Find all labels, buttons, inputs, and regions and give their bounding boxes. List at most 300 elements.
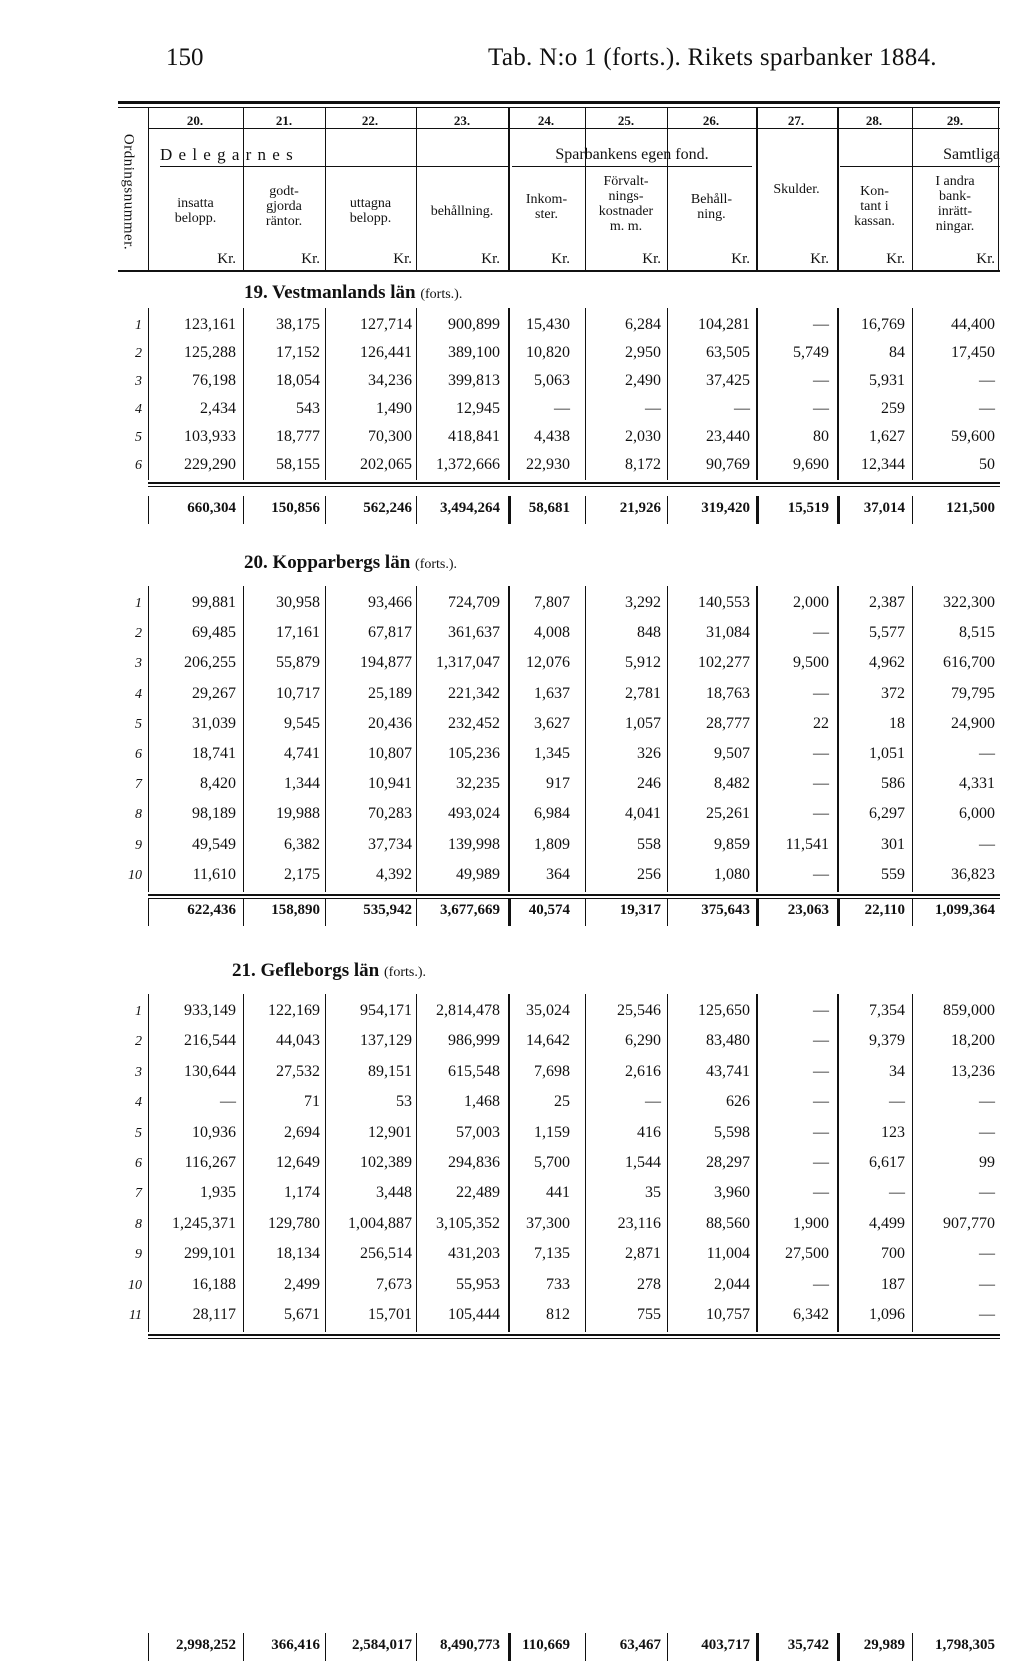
row-number: 3 [135,656,142,672]
table-cell: 17,450 [951,344,995,361]
column-number: 28. [865,113,883,128]
column-header-line: Kon- [860,184,889,199]
table-cell: 361,637 [448,624,500,642]
table-cell: — [813,684,829,702]
table-cell: 700 [881,1245,905,1263]
table-cell: 364 [546,865,570,883]
table-cell: 1,317,047 [436,654,500,672]
table-cell: — [813,1062,829,1080]
table-cell: 18,777 [276,428,320,445]
column-header-line: insatta [177,196,214,211]
table-cell: 127,714 [360,316,412,333]
column-header [668,192,755,222]
table-cell: 25,546 [617,1002,661,1019]
table-cell: — [220,1093,236,1111]
table-cell: — [813,745,829,762]
table-cell: 19,988 [276,805,320,823]
table-cell: 2,499 [284,1275,320,1293]
table-cell: 70,283 [368,805,412,823]
section-total: 319,420 [701,500,750,516]
column-header [838,184,911,229]
column-header-line: ster. [535,207,558,222]
row-number: 1 [135,1004,142,1019]
column-number: 22. [361,113,379,128]
column-rule [416,108,417,270]
column-header [326,196,415,226]
table-cell: 70,300 [368,428,412,445]
table-cell: 126,441 [360,344,412,361]
column-header [586,174,666,234]
section-total: 8,490,773 [440,1637,500,1653]
table-cell: 63,505 [706,344,750,361]
table-cell: — [645,400,661,417]
table-cell: 733 [546,1275,570,1293]
table-cell: 31,084 [706,624,750,642]
table-cell: — [813,1032,829,1050]
column-header-line: belopp. [349,211,392,226]
table-cell: 4,392 [376,865,412,883]
table-cell: 202,065 [360,456,412,473]
column-rule [508,108,510,270]
table-cell: 35,024 [526,1002,570,1019]
column-header-line: räntor. [265,214,303,229]
group-header-delegarnes: D e l e g a r n e s [160,145,294,164]
table-cell: 28,117 [192,1306,236,1323]
table-cell: — [979,400,995,417]
table-cell: 3,448 [376,1184,412,1202]
table-cell: 59,600 [951,428,995,445]
column-number: 21. [275,113,293,128]
table-cell: 1,935 [200,1184,236,1202]
section-total: 1,798,305 [935,1637,995,1653]
row-number: 1 [135,318,142,333]
table-cell: 3,627 [534,714,570,732]
table-cell: 6,284 [625,316,661,333]
table-cell: 246 [637,775,661,793]
row-number: 10 [128,1277,142,1293]
table-cell: 98,189 [192,805,236,823]
column-header-line: uttagna [349,196,392,211]
currency-unit: Kr. [393,251,412,267]
column-number: 27. [787,113,805,128]
table-cell: 4,962 [869,654,905,672]
table-cell: 7,354 [869,1002,905,1019]
table-cell: 2,871 [625,1245,661,1263]
table-cell: 10,757 [706,1306,750,1323]
rule [840,166,1000,167]
table-cell: 25 [554,1093,570,1111]
table-cell: 18,741 [192,745,236,762]
section-total: 2,998,252 [176,1637,236,1653]
row-number: 8 [135,807,142,823]
table-cell: 558 [637,835,661,853]
table-cell: 8,515 [959,624,995,642]
table-cell: 37,425 [706,372,750,389]
currency-unit: Kr. [976,251,995,267]
table-cell: 13,236 [951,1062,995,1080]
table-cell: 954,171 [360,1002,412,1019]
table-cell: 129,780 [268,1214,320,1232]
table-cell: 9,500 [793,654,829,672]
table-cell: 18 [889,714,905,732]
column-header-line: belopp. [174,211,217,226]
row-number: 5 [135,430,142,445]
table-cell: 6,617 [869,1154,905,1171]
table-cell: 1,245,371 [172,1214,236,1232]
column-rule [325,108,326,270]
table-cell: 14,642 [526,1032,570,1050]
table-cell: 6,342 [793,1306,829,1323]
table-cell: 11,004 [706,1245,750,1263]
table-cell: 105,236 [448,745,500,762]
table-cell: 18,763 [706,684,750,702]
section-total: 1,099,364 [935,902,995,918]
table-cell: 2,175 [284,865,320,883]
table-cell: 4,041 [625,805,661,823]
table-cell: 933,149 [184,1002,236,1019]
table-cell: 12,901 [368,1123,412,1141]
table-cell: — [979,835,995,853]
section-total: 150,856 [271,500,320,516]
table-cell: 812 [546,1306,570,1323]
table-cell: 125,288 [184,344,236,361]
table-cell: 232,452 [448,714,500,732]
table-cell: 907,770 [943,1214,995,1232]
table-cell: 216,544 [184,1032,236,1050]
row-number: 1 [135,596,142,611]
table-cell: — [889,1093,905,1111]
column-header-line: tant i [860,199,889,214]
table-cell: — [813,400,829,417]
table-cell: 2,616 [625,1062,661,1080]
column-header-line: nings- [608,189,644,204]
section-total: 15,519 [787,500,829,516]
section-total: 622,436 [187,902,236,918]
table-cell: 372 [881,684,905,702]
section-title-suffix: (forts.). [420,287,463,302]
table-cell: 58,155 [276,456,320,473]
row-number: 7 [135,1186,142,1202]
currency-unit: Kr. [810,251,829,267]
table-cell: — [813,865,829,883]
column-header-line: Skulder. [773,182,820,197]
table-cell: 5,931 [869,372,905,389]
column-header-line: bank- [939,189,971,204]
column-header-line: Behåll- [690,192,733,207]
table-cell: 37,300 [526,1214,570,1232]
table-cell: 7,698 [534,1062,570,1080]
table-cell: — [813,372,829,389]
column-number: 23. [453,113,471,128]
table-cell: 194,877 [360,654,412,672]
table-cell: 1,080 [714,865,750,883]
table-cell: 31,039 [192,714,236,732]
table-cell: 6,297 [869,805,905,823]
table-cell: 103,933 [184,428,236,445]
column-number: 26. [702,113,720,128]
table-cell: 122,169 [268,1002,320,1019]
column-number: 29. [946,113,964,128]
section-total: 110,669 [522,1637,570,1653]
section-title-text: 20. Kopparbergs län [244,552,416,573]
table-cell: 105,444 [448,1306,500,1323]
row-number: 9 [135,837,142,853]
table-cell: 2,434 [200,400,236,417]
table-cell: 18,200 [951,1032,995,1050]
section-total: 19,317 [619,902,661,918]
table-cell: 99 [979,1154,995,1171]
table-cell: 139,998 [448,835,500,853]
section-total: 3,677,669 [440,902,500,918]
table-cell: 125,650 [698,1002,750,1019]
table-cell: 4,741 [284,745,320,762]
row-number: 11 [129,1308,142,1323]
row-number: 10 [128,867,142,883]
table-cell: 123,161 [184,316,236,333]
table-cell: — [979,745,995,762]
table-cell: 2,694 [284,1123,320,1141]
table-cell: 8,482 [714,775,750,793]
table-cell: 1,372,666 [436,456,500,473]
table-cell: 20,436 [368,714,412,732]
row-number: 6 [135,458,142,473]
page-number: 150 [166,44,204,71]
table-cell: 1,900 [793,1214,829,1232]
group-header-samtliga: Samtliga [943,146,1000,163]
table-cell: 25,261 [706,805,750,823]
table-cell: 206,255 [184,654,236,672]
column-header [509,192,584,222]
table-cell: — [813,1154,829,1171]
section-total: 58,681 [528,500,570,516]
section-title-suffix: (forts.). [415,557,458,572]
table-cell: 7,673 [376,1275,412,1293]
table-cell: 9,690 [793,456,829,473]
section-total: 158,890 [271,902,320,918]
table-cell: 5,671 [284,1306,320,1323]
table-cell: 259 [881,400,905,417]
table-cell: 90,769 [706,456,750,473]
table-cell: 29,267 [192,684,236,702]
table-cell: 83,480 [706,1032,750,1050]
table-cell: 399,813 [448,372,500,389]
table-cell: 626 [726,1093,750,1111]
rule [148,486,1000,487]
table-cell: 15,430 [526,316,570,333]
table-cell: 1,637 [534,684,570,702]
table-cell: 1,345 [534,745,570,762]
table-cell: 17,152 [276,344,320,361]
row-number: 2 [135,346,142,361]
rule [160,166,508,167]
table-cell: 615,548 [448,1062,500,1080]
column-rule [148,108,149,270]
column-header-line: ning. [697,207,726,222]
table-cell: 137,129 [360,1032,412,1050]
table-cell: 104,281 [698,316,750,333]
row-number: 6 [135,747,142,762]
table-cell: — [813,1123,829,1141]
section-title [232,960,426,982]
table-cell: 3,960 [714,1184,750,1202]
rule [148,482,1000,484]
rule [148,128,1000,129]
table-cell: 586 [881,775,905,793]
currency-unit: Kr. [301,251,320,267]
table-cell: 71 [304,1093,320,1111]
table-cell: 10,941 [368,775,412,793]
table-cell: — [734,400,750,417]
table-cell: 301 [881,835,905,853]
table-cell: 18,134 [276,1245,320,1263]
column-number: 20. [186,113,204,128]
section-total: 535,942 [363,902,412,918]
ordinal-label-text: Ordningsnummer. [120,133,137,251]
table-cell: 8,172 [625,456,661,473]
column-number: 24. [537,113,555,128]
table-cell: 84 [889,344,905,361]
table-cell: — [979,1184,995,1202]
table-cell: 1,344 [284,775,320,793]
currency-unit: Kr. [217,251,236,267]
table-cell: 10,717 [276,684,320,702]
table-cell: 1,174 [284,1184,320,1202]
column-header-line: Förvalt- [603,174,649,189]
table-cell: 2,387 [869,594,905,611]
table-cell: 294,836 [448,1154,500,1171]
table-cell: 89,151 [368,1062,412,1080]
table-cell: 6,290 [625,1032,661,1050]
table-cell: 12,344 [861,456,905,473]
table-cell: 44,400 [951,316,995,333]
column-header [149,196,242,226]
table-cell: 27,500 [785,1245,829,1263]
rule [118,270,1000,272]
table-cell: 1,544 [625,1154,661,1171]
table-cell: — [813,1093,829,1111]
table-cell: 986,999 [448,1032,500,1050]
table-cell: 22 [813,714,829,732]
table-cell: 30,958 [276,594,320,611]
section-total: 366,416 [271,1637,320,1653]
table-cell: 5,598 [714,1123,750,1141]
column-header-line: godt- [269,184,299,199]
table-cell: 24,900 [951,714,995,732]
table-cell: 8,420 [200,775,236,793]
table-cell: 493,024 [448,805,500,823]
table-cell: 17,161 [276,624,320,642]
table-cell: 326 [637,745,661,762]
table-cell: 859,000 [943,1002,995,1019]
table-cell: 2,950 [625,344,661,361]
table-cell: 88,560 [706,1214,750,1232]
table-cell: 28,297 [706,1154,750,1171]
currency-unit: Kr. [481,251,500,267]
table-cell: 2,044 [714,1275,750,1293]
table-cell: 256 [637,865,661,883]
table-cell: 5,912 [625,654,661,672]
table-cell: 99,881 [192,594,236,611]
section-total: 660,304 [187,500,236,516]
table-cell: 9,379 [869,1032,905,1050]
column-rule [998,108,999,270]
table-cell: 123 [881,1123,905,1141]
table-cell: 221,342 [448,684,500,702]
table-cell: 4,438 [534,428,570,445]
column-header-line: inrätt- [937,204,973,219]
table-cell: — [645,1093,661,1111]
table-cell: — [813,775,829,793]
column-header-line: behållning. [430,204,494,219]
currency-unit: Kr. [642,251,661,267]
section-total: 23,063 [787,902,829,918]
table-cell: 23,116 [617,1214,661,1232]
table-cell: 1,468 [464,1093,500,1111]
currency-unit: Kr. [886,251,905,267]
table-cell: — [979,372,995,389]
table-cell: 53 [396,1093,412,1111]
table-cell: 44,043 [276,1032,320,1050]
table-cell: 4,008 [534,624,570,642]
table-cell: 37,734 [368,835,412,853]
table-cell: 543 [296,400,320,417]
table-cell: 36,823 [951,865,995,883]
table-cell: 5,700 [534,1154,570,1171]
table-cell: 9,859 [714,835,750,853]
section-total: 3,494,264 [440,500,500,516]
table-cell: 9,507 [714,745,750,762]
section-total: 562,246 [363,500,412,516]
table-cell: 1,096 [869,1306,905,1323]
ordinal-label [108,112,148,272]
table-cell: — [554,400,570,417]
table-cell: 3,105,352 [436,1214,500,1232]
table-cell: — [979,1275,995,1293]
table-cell: 418,841 [448,428,500,445]
table-cell: 76,198 [192,372,236,389]
table-cell: 10,820 [526,344,570,361]
table-cell: 12,945 [456,400,500,417]
table-cell: 50 [979,456,995,473]
section-title-suffix: (forts.). [384,965,426,980]
table-cell: 79,795 [951,684,995,702]
table-cell: 278 [637,1275,661,1293]
table-cell: 4,499 [869,1214,905,1232]
column-header-line: gjorda [266,199,302,214]
section-total: 40,574 [528,902,570,918]
table-cell: 69,485 [192,624,236,642]
table-cell: 917 [546,775,570,793]
rule [118,107,1000,108]
section-total: 2,584,017 [352,1637,412,1653]
row-number: 3 [135,374,142,389]
table-cell: 102,389 [360,1154,412,1171]
column-header [757,182,836,197]
table-cell: 130,644 [184,1062,236,1080]
table-cell: 431,203 [448,1245,500,1263]
rule [148,1338,1000,1339]
table-cell: 16,769 [861,316,905,333]
table-cell: 7,135 [534,1245,570,1263]
section-total: 403,717 [701,1637,750,1653]
column-header-line: I andra [935,174,975,189]
section-total: 121,500 [946,500,995,516]
table-cell: 22,930 [526,456,570,473]
row-number: 5 [135,1125,142,1141]
row-number: 4 [135,402,142,417]
column-header [417,204,507,219]
table-cell: 9,545 [284,714,320,732]
